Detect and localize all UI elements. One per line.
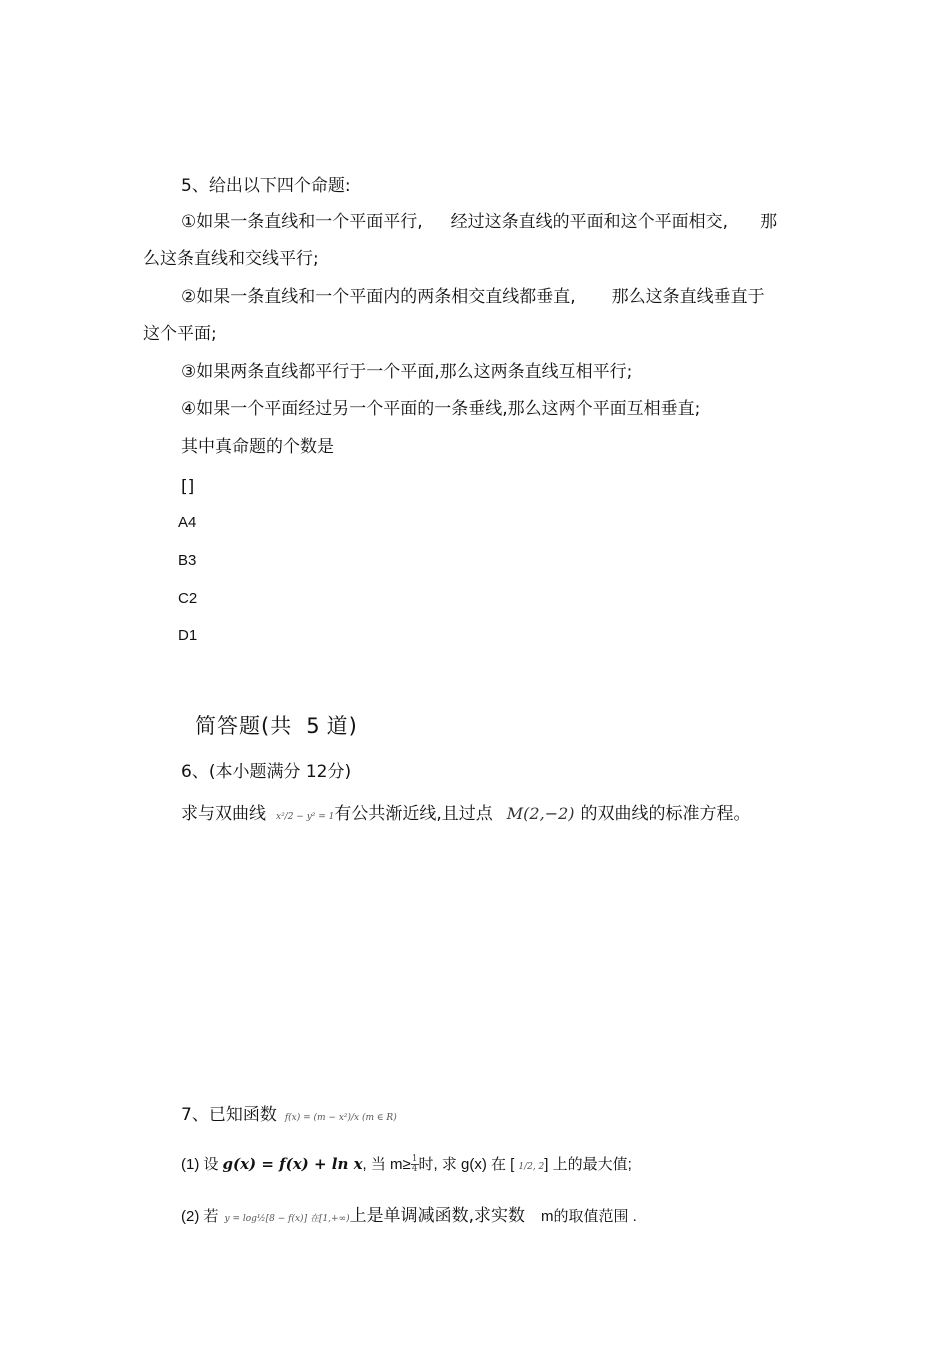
q5-p1-continuation: 么这条直线和交线平行; (143, 249, 319, 269)
q6-text-b: 有公共渐近线,且过点 (334, 804, 493, 824)
q5-option-a: A4 (178, 514, 197, 531)
q7-part2-a: (2) 若 (181, 1208, 219, 1225)
q5-p2-continuation: 这个平面; (143, 324, 217, 344)
q7-part1-fraction: $\frac{1}{4}$ (411, 1153, 418, 1174)
q5-answer-bracket: [] (181, 477, 195, 497)
q5-proposition-3: ③如果两条直线都平行于一个平面,那么这两条直线互相平行; (181, 362, 633, 382)
q5-p2-part-a: ②如果一条直线和一个平面内的两条相交直线都垂直, (181, 287, 576, 307)
q6-text (181, 803, 751, 828)
q5-title: 5、给出以下四个命题: (181, 176, 351, 196)
q5-question: 其中真命题的个数是 (181, 437, 334, 457)
q7-part1-a: (1) 设 (181, 1156, 219, 1173)
q7-part1-interval: 1/2, 2 (518, 1162, 545, 1172)
q7-part1-c: 时, 求 g(x) 在 [ (418, 1156, 515, 1173)
q7-part1-g-formula: g(x) = f(x) + ln x (222, 1155, 363, 1173)
section-heading-suffix: 道) (326, 714, 358, 738)
q7-part2-c: m的取值范围 . (541, 1208, 637, 1225)
q7-part1-b: , 当 m≥ (362, 1156, 411, 1173)
q7-part-2 (181, 1205, 637, 1230)
q6-text-c: 的双曲线的标准方程。 (580, 804, 751, 824)
q5-p2-part-b: 那么这条直线垂直于 (611, 287, 765, 307)
q7-title-text: 7、已知函数 (181, 1105, 277, 1125)
section-heading (195, 715, 358, 737)
q5-option-d: D1 (178, 627, 198, 644)
q5-proposition-1 (181, 211, 777, 233)
q7-part2-b: 上是单调减函数,求实数 (349, 1206, 525, 1226)
q5-proposition-4: ④如果一个平面经过另一个平面的一条垂线,那么这两个平面互相垂直; (181, 399, 701, 419)
q5-option-c: C2 (178, 590, 198, 607)
q7-title (181, 1104, 397, 1129)
q6-point-formula: M(2,−2) (506, 804, 575, 823)
q6-title: 6、(本小题满分 12分) (181, 762, 352, 782)
q6-text-a: 求与双曲线 (181, 804, 266, 824)
section-heading-prefix: 简答题(共 (195, 714, 293, 738)
section-heading-count: 5 (306, 714, 321, 738)
q7-function-formula: f(x) = (m − x²)/x (m ∈ R) (284, 1113, 397, 1123)
q5-option-b: B3 (178, 552, 197, 569)
q7-part2-formula: y = log½[8 − f(x)] 在[1,+∞) (224, 1214, 350, 1224)
q5-p1-part-b: 经过这条直线的平面和这个平面相交, (450, 212, 729, 232)
q7-part1-d: ] 上的最大值; (544, 1156, 632, 1173)
q5-p1-part-c: 那 (760, 212, 778, 232)
q7-part-1 (181, 1153, 632, 1178)
q6-hyperbola-formula: x²/2 − y² = 1 (276, 812, 335, 822)
q5-proposition-2 (181, 286, 765, 308)
q5-p1-part-a: ①如果一条直线和一个平面平行, (181, 212, 423, 232)
